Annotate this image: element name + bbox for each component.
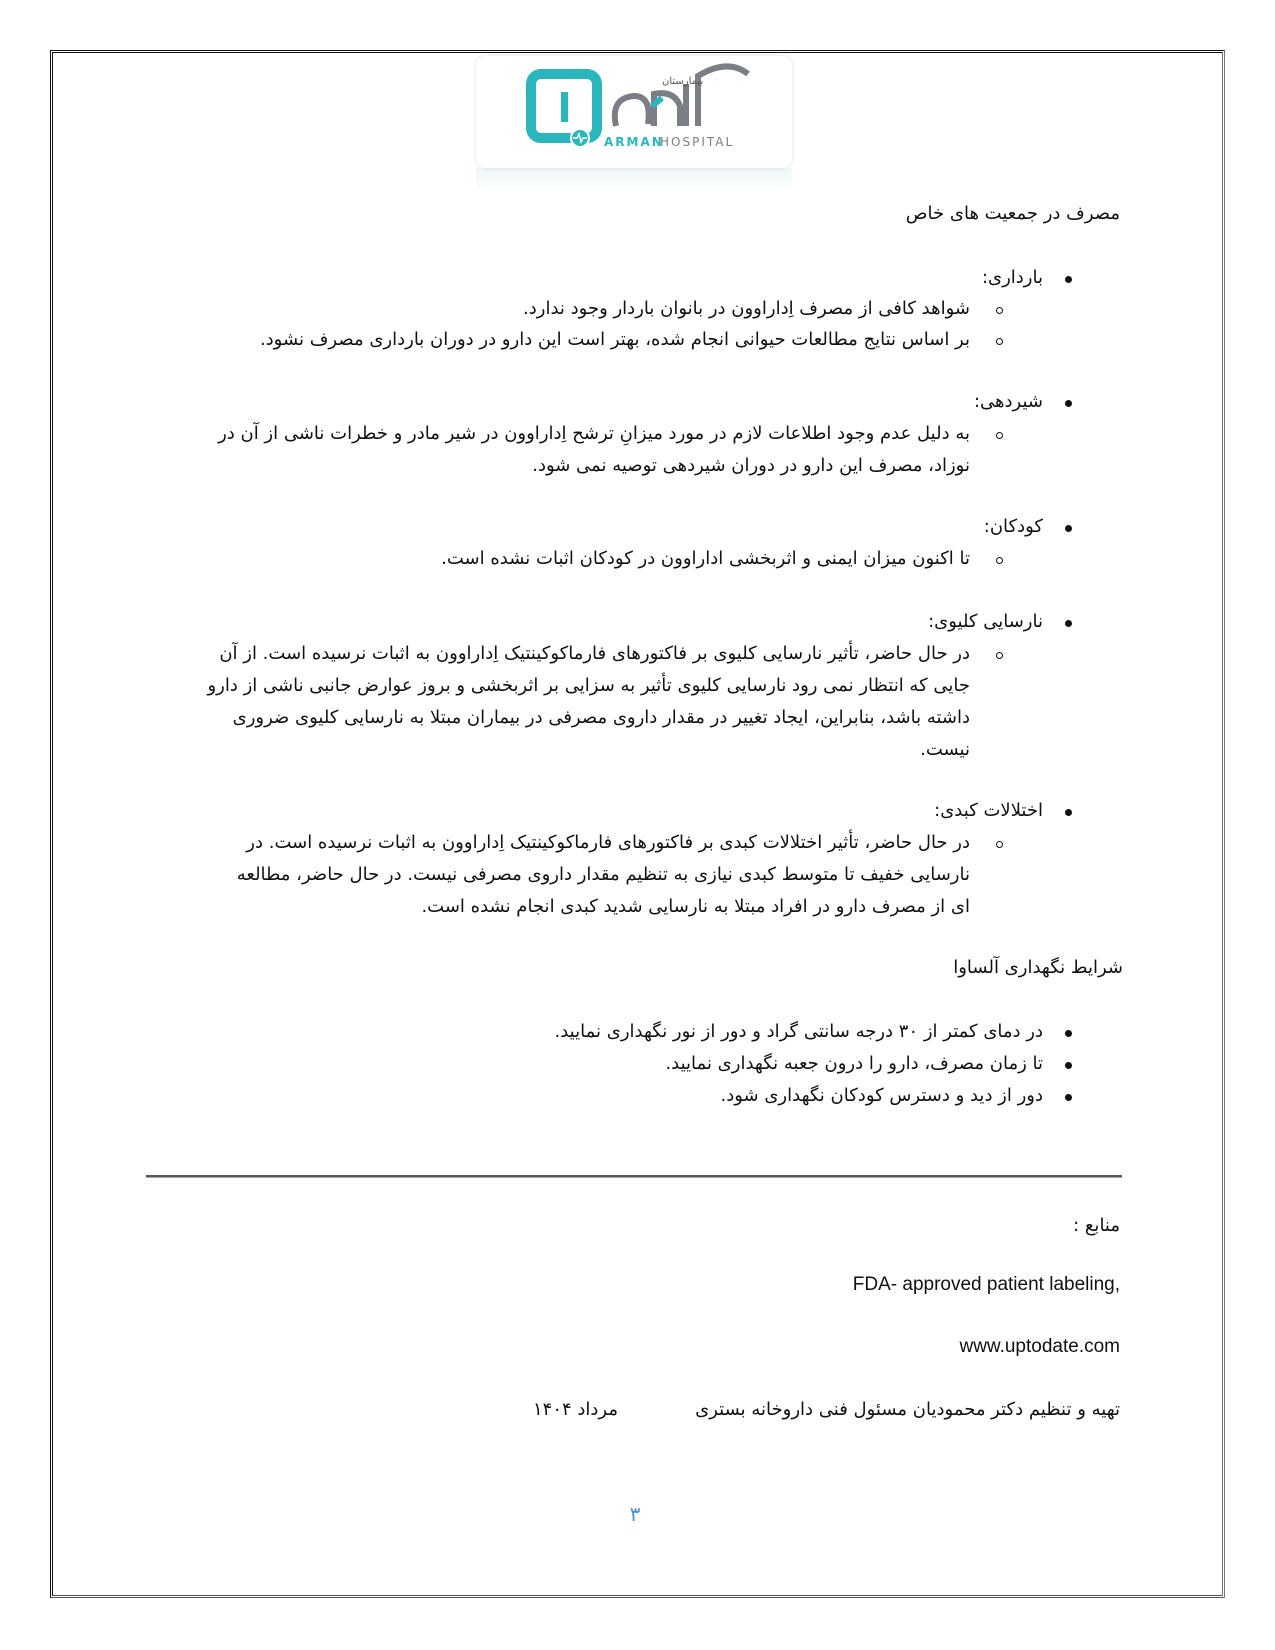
lactation-item-line-1: به دلیل عدم وجود اطلاعات لازم در مورد میزانِ ترشح اِداراوون در شیر مادر و خطرات ناشی از آن در	[218, 423, 970, 444]
renal-item-line-4: نیست.	[920, 739, 970, 760]
sub-bullet-icon	[996, 432, 1003, 439]
sub-bullet-icon	[996, 841, 1003, 848]
bullet-icon	[1065, 525, 1072, 532]
reference-item-1: FDA- approved patient labeling,	[852, 1274, 1120, 1295]
section-title-pregnancy: بارداری:	[981, 267, 1043, 288]
hepatic-item-line-1: در حال حاضر، تأثیر اختلالات کبدی بر فاکتورهای فارماکوکینتیک اِداراوون به اثبات نرسیده است. در	[246, 832, 970, 853]
bullet-icon	[1065, 400, 1072, 407]
hepatic-item-line-3: ای از مصرف دارو در افراد مبتلا به نارسایی شدید کبدی انجام نشده است.	[421, 896, 970, 917]
logo-subtitle: بیمارستان	[662, 76, 704, 87]
hepatic-item-line-2: نارسایی خفیف تا متوسط کبدی نیازی به تنظیم مقدار داروی مصرفی نیست. در حال حاضر، مطالعه	[236, 864, 970, 885]
lactation-item-line-2: نوزاد، مصرف این دارو در دوران شیردهی توصیه نمی شود.	[532, 455, 970, 476]
hospital-logo	[476, 56, 792, 168]
children-item-1: تا اکنون میزان ایمنی و اثربخشی اداراوون در کودکان اثبات نشده است.	[441, 548, 970, 569]
page-number: ۳	[629, 1502, 641, 1526]
section-title-hepatic: اختلالات کبدی:	[934, 800, 1043, 821]
section-divider	[146, 1175, 1122, 1178]
sub-bullet-icon	[996, 557, 1003, 564]
renal-item-line-1: در حال حاضر، تأثیر نارسایی کلیوی بر فاکتورهای فارماکوکینتیک اِداراوون به اثبات نرسیده است. از آن	[219, 643, 970, 664]
special-populations-heading: مصرف در جمعیت های خاص	[905, 203, 1120, 224]
prepared-by: تهیه و تنظیم دکتر محمودیان مسئول فنی داروخانه بستری	[695, 1399, 1120, 1420]
section-title-lactation: شیردهی:	[973, 391, 1043, 412]
storage-item-3: دور از دید و دسترس کودکان نگهداری شود.	[720, 1085, 1043, 1106]
references-heading: منابع :	[1073, 1215, 1120, 1236]
pregnancy-item-2: بر اساس نتایج مطالعات حیوانی انجام شده، بهتر است این دارو در دوران بارداری مصرف نشود.	[259, 329, 970, 350]
reference-item-2: www.uptodate.com	[959, 1336, 1120, 1357]
sub-bullet-icon	[996, 307, 1003, 314]
bullet-icon	[1065, 1062, 1072, 1069]
logo-name-bold: ARMAN	[604, 135, 664, 149]
pregnancy-item-1: شواهد کافی از مصرف اِداراوون در بانوان باردار وجود ندارد.	[523, 298, 970, 319]
logo-mark-icon	[476, 56, 792, 168]
page-border	[50, 50, 1225, 1598]
logo-reflection	[476, 168, 792, 192]
bullet-icon	[1065, 1094, 1072, 1101]
renal-item-line-2: جایی که انتظار نمی رود نارسایی کلیوی تأثیر به سزایی بر اثربخشی و بروز عوارض جانبی ناشی از دارو	[207, 675, 970, 696]
storage-item-2: تا زمان مصرف، دارو را درون جعبه نگهداری نمایید.	[665, 1053, 1043, 1074]
section-title-renal: نارسایی کلیوی:	[928, 611, 1043, 632]
section-title-children: کودکان:	[983, 516, 1043, 537]
bullet-icon	[1065, 1030, 1072, 1037]
prepared-date: مرداد ۱۴۰۴	[533, 1399, 618, 1420]
storage-heading: شرایط نگهداری آلساوا	[953, 957, 1123, 978]
bullet-icon	[1065, 276, 1072, 283]
sub-bullet-icon	[996, 652, 1003, 659]
logo-name-light: HOSPITAL	[660, 135, 735, 149]
storage-item-1: در دمای کمتر از ۳۰ درجه سانتی گراد و دور از نور نگهداری نمایید.	[554, 1021, 1043, 1042]
sub-bullet-icon	[996, 338, 1003, 345]
renal-item-line-3: داشته باشد، بنابراین، ایجاد تغییر در مقدار داروی مصرفی در بیماران مبتلا به نارسایی کلیوی ضروری	[232, 707, 970, 728]
bullet-icon	[1065, 620, 1072, 627]
bullet-icon	[1065, 809, 1072, 816]
